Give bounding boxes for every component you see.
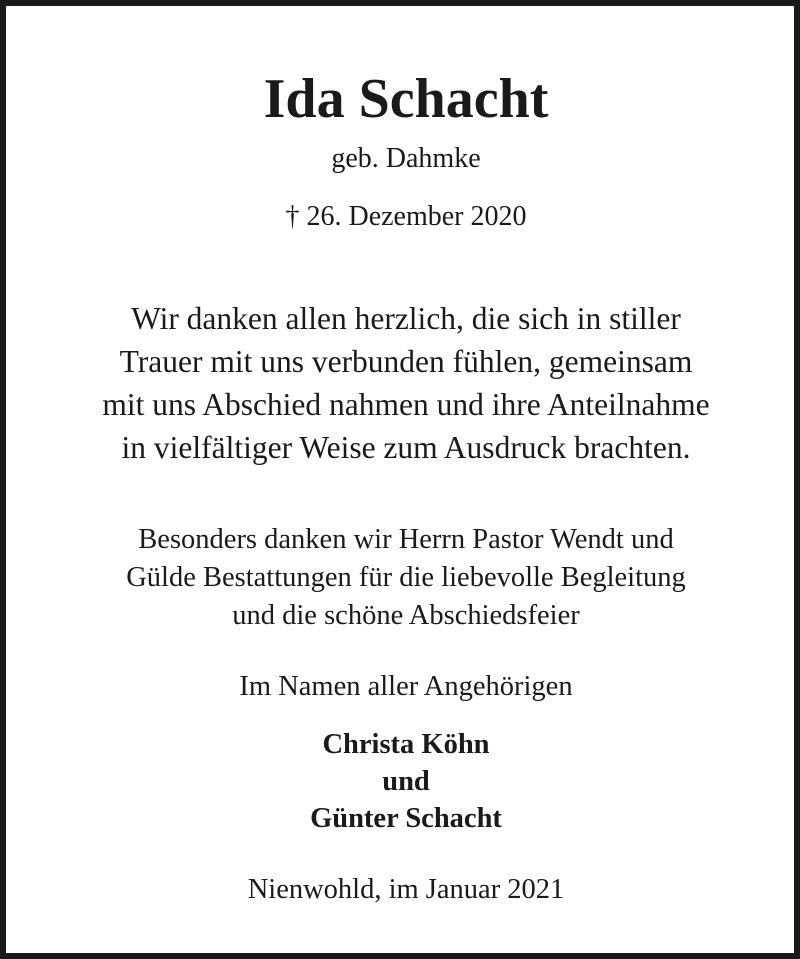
thanks-line: Trauer mit uns verbunden fühlen, gemeinsam <box>119 344 693 379</box>
signer-conjunction: und <box>382 766 430 797</box>
deceased-name: Ida Schacht <box>263 68 549 130</box>
place-date: Nienwohld, im Januar 2021 <box>247 874 565 905</box>
signer-name: Günter Schacht <box>310 803 502 834</box>
death-date: † 26. Dezember 2020 <box>285 201 527 232</box>
thanks-line: in vielfältiger Weise zum Ausdruck brachten. <box>121 430 691 465</box>
signer-name: Christa Köhn <box>322 729 490 760</box>
thanks-line: mit uns Abschied nahmen und ihre Anteilnahme <box>102 387 710 422</box>
special-thanks-line: und die schöne Abschiedsfeier <box>232 600 580 631</box>
signoff: Im Namen aller Angehörigen <box>239 671 573 702</box>
thanks-line: Wir danken allen herzlich, die sich in stiller <box>131 301 681 336</box>
special-thanks-paragraph <box>6 521 800 635</box>
maiden-name: geb. Dahmke <box>331 143 481 174</box>
special-thanks-line: Gülde Bestattungen für die liebevolle Begleitung <box>126 562 686 593</box>
special-thanks-line: Besonders danken wir Herrn Pastor Wendt und <box>138 524 674 555</box>
thanks-paragraph <box>6 297 800 469</box>
signers <box>6 726 800 837</box>
